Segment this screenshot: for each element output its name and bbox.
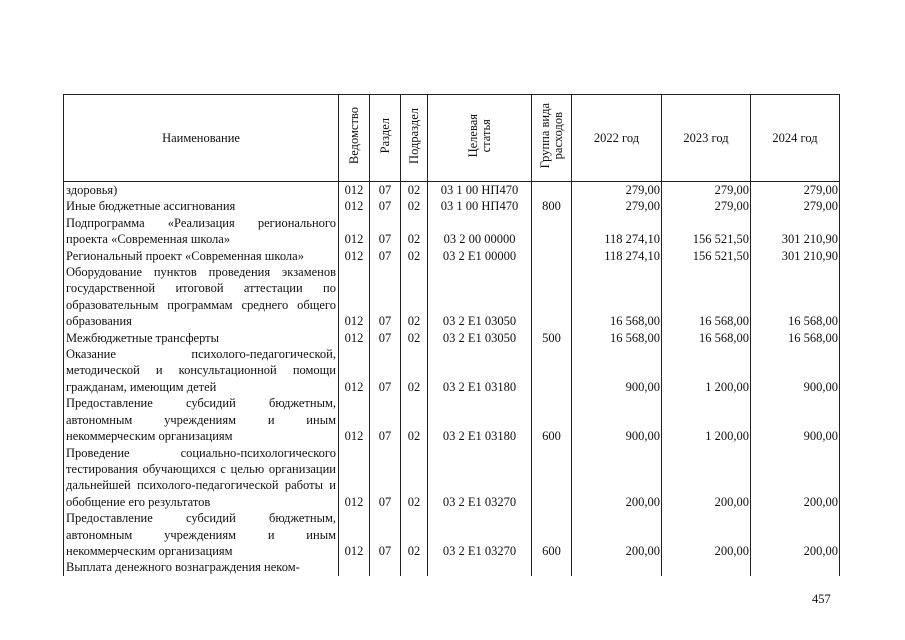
cell-name: Выплата денежного вознаграждения неком-: [64, 559, 339, 575]
cell-podrazdel: 02: [401, 182, 428, 199]
page-number: 457: [812, 592, 831, 606]
cell-2023: 16 568,00: [662, 264, 751, 330]
header-podrazdel-text: Подраздел: [406, 107, 421, 164]
table-row: [64, 198, 840, 214]
cell-2023: 1 200,00: [662, 395, 751, 444]
header-vedomstvo: [339, 95, 370, 182]
cell-razdel: 07: [370, 346, 401, 395]
cell-name: Подпрограмма «Реализация регионального проекта «Современная школа»: [64, 215, 339, 248]
cell-group: [532, 346, 572, 395]
table-row: [64, 248, 840, 264]
cell-2022: 200,00: [572, 510, 662, 559]
cell-group: [532, 182, 572, 199]
cell-group: [532, 559, 572, 575]
cell-2023: 279,00: [662, 198, 751, 214]
cell-2022: 118 274,10: [572, 248, 662, 264]
cell-2024: [751, 559, 840, 575]
cell-2024: 301 210,90: [751, 248, 840, 264]
table-row: [64, 445, 840, 511]
header-razdel-text: Раздел: [377, 118, 392, 154]
cell-2022: 16 568,00: [572, 330, 662, 346]
cell-2023: [662, 559, 751, 575]
cell-name: Межбюджетные трансферты: [64, 330, 339, 346]
cell-vedomstvo: 012: [339, 445, 370, 511]
cell-target: 03 2 00 00000: [428, 215, 532, 248]
header-razdel: [370, 95, 401, 182]
cell-podrazdel: 02: [401, 248, 428, 264]
cell-group: 800: [532, 198, 572, 214]
cell-2023: 16 568,00: [662, 330, 751, 346]
cell-2024: 16 568,00: [751, 264, 840, 330]
table-row: [64, 346, 840, 395]
cell-podrazdel: [401, 559, 428, 575]
cell-group: 600: [532, 510, 572, 559]
cell-name: Оказание психолого-педагогической, методической и консультационной помощи гражданам, имеющим детей: [64, 346, 339, 395]
cell-2022: [572, 559, 662, 575]
cell-group: [532, 264, 572, 330]
cell-vedomstvo: 012: [339, 395, 370, 444]
cell-razdel: 07: [370, 264, 401, 330]
cell-podrazdel: 02: [401, 330, 428, 346]
table-body: [64, 182, 840, 576]
header-podrazdel: [401, 95, 428, 182]
cell-2024: 200,00: [751, 510, 840, 559]
cell-name: здоровья): [64, 182, 339, 199]
cell-2023: 1 200,00: [662, 346, 751, 395]
budget-table-container: [63, 94, 839, 576]
cell-2022: 200,00: [572, 445, 662, 511]
header-group: [532, 95, 572, 182]
cell-target: 03 2 Е1 03180: [428, 346, 532, 395]
cell-2022: 279,00: [572, 198, 662, 214]
cell-2024: 900,00: [751, 395, 840, 444]
cell-vedomstvo: 012: [339, 346, 370, 395]
table-row: [64, 330, 840, 346]
cell-vedomstvo: 012: [339, 264, 370, 330]
cell-name: Региональный проект «Современная школа»: [64, 248, 339, 264]
header-name: Наименование: [64, 95, 339, 182]
header-2023: 2023 год: [662, 95, 751, 182]
cell-2023: 200,00: [662, 445, 751, 511]
header-target: [428, 95, 532, 182]
cell-razdel: 07: [370, 182, 401, 199]
cell-2024: 279,00: [751, 182, 840, 199]
budget-table: [63, 94, 840, 576]
cell-2024: 279,00: [751, 198, 840, 214]
header-target-text: Целевая статья: [465, 114, 493, 158]
cell-2023: 279,00: [662, 182, 751, 199]
cell-name: Оборудование пунктов проведения экзаменов государственной итоговой аттестации по образовательным программам среднего общего образования: [64, 264, 339, 330]
cell-target: 03 1 00 НП470: [428, 182, 532, 199]
cell-name: Предоставление субсидий бюджетным, автономным учреждениям и иным некоммерческим организациям: [64, 395, 339, 444]
cell-name: Иные бюджетные ассигнования: [64, 198, 339, 214]
cell-vedomstvo: 012: [339, 182, 370, 199]
cell-2024: 301 210,90: [751, 215, 840, 248]
header-2022: 2022 год: [572, 95, 662, 182]
cell-target: [428, 559, 532, 575]
cell-razdel: 07: [370, 215, 401, 248]
cell-2023: 156 521,50: [662, 215, 751, 248]
cell-podrazdel: 02: [401, 445, 428, 511]
cell-vedomstvo: 012: [339, 330, 370, 346]
cell-2022: 900,00: [572, 346, 662, 395]
cell-vedomstvo: 012: [339, 510, 370, 559]
cell-razdel: 07: [370, 395, 401, 444]
cell-name: Проведение социально-психологического тестирования обучающихся с целью организации дальнейшей психолого-педагогической работы и обобщение его результатов: [64, 445, 339, 511]
cell-vedomstvo: [339, 559, 370, 575]
cell-target: 03 2 Е1 03180: [428, 395, 532, 444]
table-row: [64, 215, 840, 248]
cell-razdel: 07: [370, 248, 401, 264]
cell-razdel: 07: [370, 445, 401, 511]
cell-name: Предоставление субсидий бюджетным, автономным учреждениям и иным некоммерческим организациям: [64, 510, 339, 559]
table-row: [64, 264, 840, 330]
table-row: [64, 395, 840, 444]
cell-2022: 900,00: [572, 395, 662, 444]
cell-2024: 16 568,00: [751, 330, 840, 346]
cell-vedomstvo: 012: [339, 248, 370, 264]
cell-target: 03 2 Е1 03270: [428, 445, 532, 511]
table-row: [64, 510, 840, 559]
cell-2022: 16 568,00: [572, 264, 662, 330]
cell-group: 500: [532, 330, 572, 346]
cell-razdel: 07: [370, 510, 401, 559]
cell-2024: 200,00: [751, 445, 840, 511]
header-vedomstvo-text: Ведомство: [346, 107, 361, 165]
cell-razdel: 07: [370, 330, 401, 346]
cell-target: 03 1 00 НП470: [428, 198, 532, 214]
cell-razdel: [370, 559, 401, 575]
cell-group: 600: [532, 395, 572, 444]
cell-podrazdel: 02: [401, 264, 428, 330]
cell-group: [532, 445, 572, 511]
cell-podrazdel: 02: [401, 215, 428, 248]
cell-target: 03 2 Е1 00000: [428, 248, 532, 264]
cell-2022: 118 274,10: [572, 215, 662, 248]
cell-vedomstvo: 012: [339, 215, 370, 248]
cell-target: 03 2 Е1 03050: [428, 330, 532, 346]
header-group-text: Группа вида расходов: [537, 103, 565, 169]
cell-podrazdel: 02: [401, 395, 428, 444]
header-2024: 2024 год: [751, 95, 840, 182]
cell-2024: 900,00: [751, 346, 840, 395]
cell-target: 03 2 Е1 03050: [428, 264, 532, 330]
cell-group: [532, 215, 572, 248]
cell-podrazdel: 02: [401, 198, 428, 214]
cell-2022: 279,00: [572, 182, 662, 199]
cell-2023: 156 521,50: [662, 248, 751, 264]
header-row: [64, 95, 840, 182]
cell-podrazdel: 02: [401, 346, 428, 395]
cell-razdel: 07: [370, 198, 401, 214]
table-row: [64, 559, 840, 575]
cell-2023: 200,00: [662, 510, 751, 559]
cell-group: [532, 248, 572, 264]
cell-vedomstvo: 012: [339, 198, 370, 214]
cell-target: 03 2 Е1 03270: [428, 510, 532, 559]
table-row: [64, 182, 840, 199]
cell-podrazdel: 02: [401, 510, 428, 559]
